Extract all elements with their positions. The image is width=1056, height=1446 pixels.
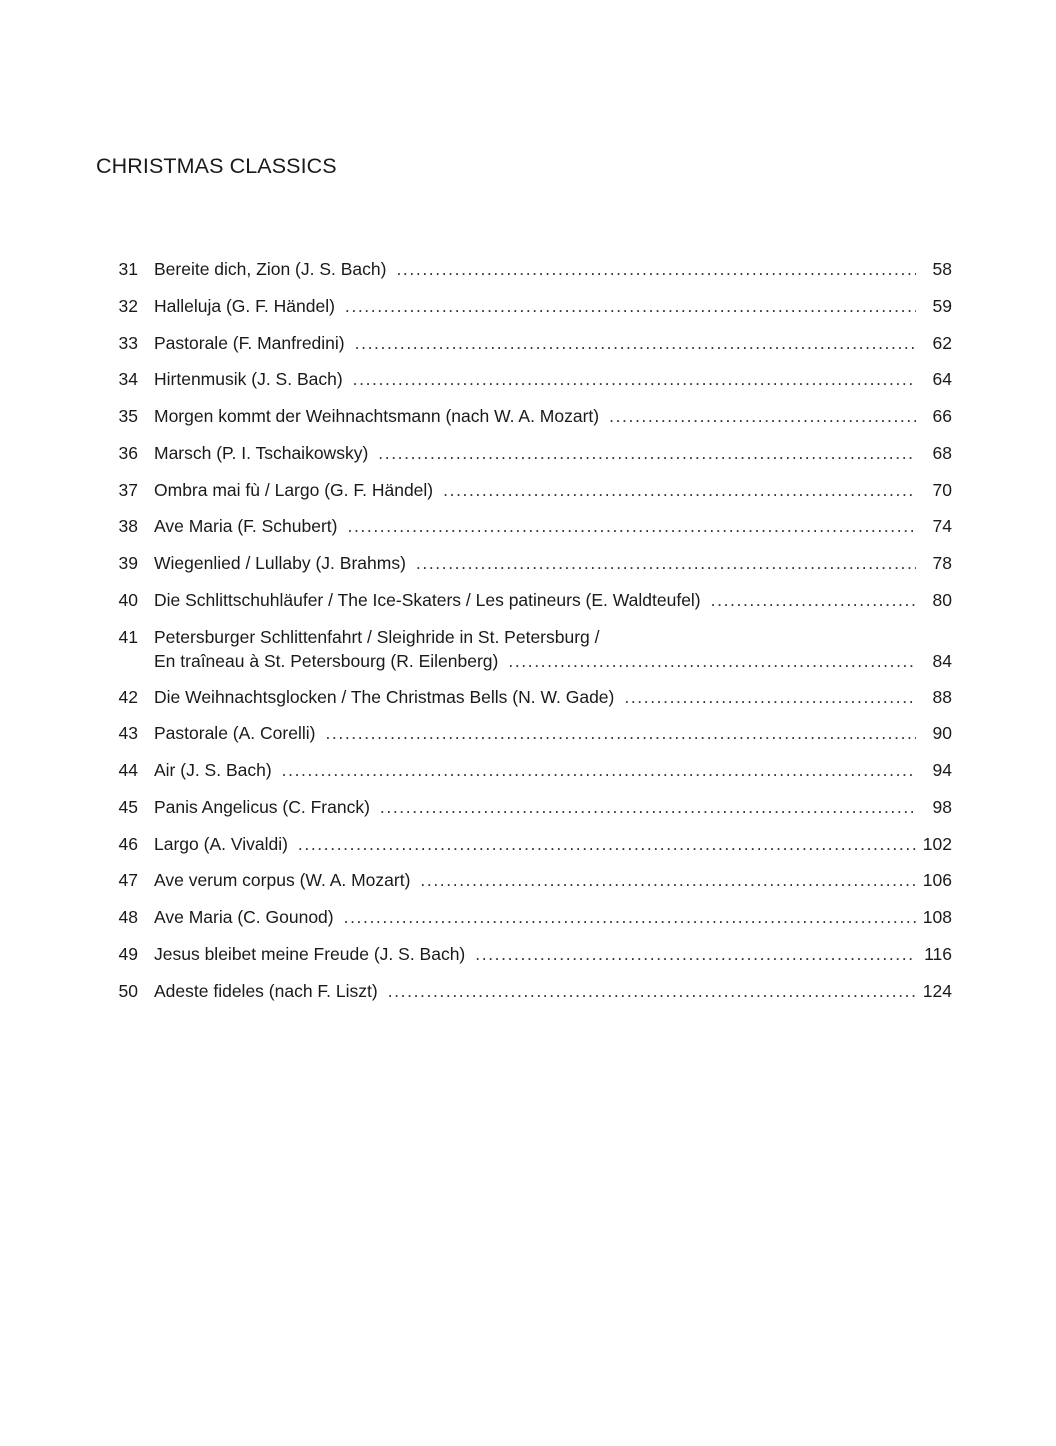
toc-entry-title: Ave Maria (C. Gounod) <box>154 907 334 927</box>
toc-entry-title: Panis Angelicus (C. Franck) <box>154 796 370 817</box>
toc-entry-page: 66 <box>932 406 952 426</box>
toc-entry-page: 98 <box>932 796 952 817</box>
toc-entry-title-line1: Petersburger Schlittenfahrt / Sleighride in St. Petersburg / <box>154 626 600 647</box>
toc-entry-33[interactable] <box>0 325 1056 362</box>
toc-entry-title: Bereite dich, Zion (J. S. Bach) <box>154 259 387 279</box>
toc-entry-40[interactable] <box>0 582 1056 619</box>
toc-entry-title: Halleluja (G. F. Händel) <box>154 295 335 316</box>
toc-entry-number: 44 <box>118 760 138 780</box>
toc-entry-number: 37 <box>118 479 138 500</box>
toc-entry-number: 46 <box>118 833 138 854</box>
dot-leader <box>508 643 916 679</box>
toc-entry-page: 94 <box>932 760 952 780</box>
toc-entry-title: Ave verum corpus (W. A. Mozart) <box>154 870 411 891</box>
toc-entry-page: 58 <box>932 259 952 279</box>
dot-leader <box>282 752 916 788</box>
toc-entry-38[interactable] <box>0 508 1056 545</box>
toc-entry-number: 36 <box>118 442 138 463</box>
dot-leader <box>325 715 916 751</box>
toc-entry-page: 74 <box>932 516 952 537</box>
toc-entry-number: 33 <box>118 332 138 353</box>
toc-entry-page: 108 <box>922 907 952 927</box>
toc-entry-number: 41 <box>118 626 138 647</box>
toc-entry-number: 47 <box>118 870 138 891</box>
toc-entry-title: Pastorale (F. Manfredini) <box>154 332 345 353</box>
dot-leader <box>353 361 916 397</box>
dot-leader <box>380 789 916 825</box>
toc-entry-page: 116 <box>924 943 952 964</box>
toc-entry-page: 70 <box>932 479 952 500</box>
dot-leader <box>609 398 916 434</box>
toc-entry-title: Adeste fideles (nach F. Liszt) <box>154 980 378 1001</box>
toc-entry-49[interactable] <box>0 936 1056 973</box>
page-title: CHRISTMAS CLASSICS <box>96 154 337 178</box>
toc-entry-title: Pastorale (A. Corelli) <box>154 723 316 744</box>
dot-leader <box>355 325 916 361</box>
toc-entry-title: Air (J. S. Bach) <box>154 760 272 780</box>
toc-entry-46[interactable] <box>0 826 1056 863</box>
toc-entry-title: Ombra mai fù / Largo (G. F. Händel) <box>154 479 434 500</box>
toc-entry-page: 84 <box>932 650 952 671</box>
toc-entry-title: Largo (A. Vivaldi) <box>154 833 288 854</box>
toc-entry-42[interactable] <box>0 679 1056 716</box>
dot-leader <box>348 508 917 544</box>
toc-entry-48[interactable] <box>0 899 1056 936</box>
toc-entry-title: Die Schlittschuhläufer / The Ice-Skaters / Les patineurs (E. Waldteufel) <box>154 589 701 610</box>
toc-entry-number: 49 <box>118 943 138 964</box>
toc-entry-title: Jesus bleibet meine Freude (J. S. Bach) <box>154 943 466 964</box>
toc-entry-title: Die Weihnachtsglocken / The Christmas Bells (N. W. Gade) <box>154 686 615 707</box>
dot-leader <box>475 936 916 972</box>
toc-entry-number: 42 <box>118 686 138 707</box>
toc-entry-number: 40 <box>118 589 138 610</box>
toc-entry-page: 78 <box>932 553 952 573</box>
toc-entry-35[interactable] <box>0 398 1056 435</box>
toc-entry-number: 32 <box>118 295 138 316</box>
toc-entry-36[interactable] <box>0 435 1056 472</box>
toc-entry-page: 59 <box>932 295 952 316</box>
toc-entry-number: 48 <box>118 907 138 927</box>
toc-entry-number: 50 <box>118 980 138 1001</box>
toc-entry-50[interactable] <box>0 973 1056 1010</box>
toc-entry-page: 62 <box>932 332 952 353</box>
toc-entry-page: 68 <box>932 442 952 463</box>
dot-leader <box>711 582 916 618</box>
dot-leader <box>624 679 916 715</box>
toc-entry-number: 45 <box>118 796 138 817</box>
toc-entry-title: Marsch (P. I. Tschaikowsky) <box>154 442 369 463</box>
dot-leader <box>298 826 916 862</box>
toc-entry-page: 106 <box>922 870 952 891</box>
toc-entry-41[interactable] <box>0 619 1056 679</box>
dot-leader <box>344 899 916 935</box>
toc-entry-43[interactable] <box>0 715 1056 752</box>
dot-leader <box>378 435 916 471</box>
toc-entry-number: 34 <box>118 369 138 390</box>
toc-entry-page: 90 <box>932 723 952 744</box>
toc-entry-title: Ave Maria (F. Schubert) <box>154 516 338 537</box>
toc-entry-page: 124 <box>922 980 952 1001</box>
toc-entry-number: 35 <box>118 406 138 426</box>
dot-leader <box>388 973 916 1009</box>
toc-entry-title-line2: En traîneau à St. Petersbourg (R. Eilenberg) <box>154 650 499 671</box>
toc-entry-page: 64 <box>932 369 952 390</box>
toc-entry-31[interactable] <box>0 251 1056 288</box>
dot-leader <box>443 472 916 508</box>
toc-entry-number: 38 <box>118 516 138 537</box>
toc-entry-39[interactable] <box>0 545 1056 582</box>
toc-entry-number: 39 <box>118 553 138 573</box>
toc-entry-47[interactable] <box>0 862 1056 899</box>
toc-entry-number: 43 <box>118 723 138 744</box>
table-of-contents <box>0 251 1056 1009</box>
toc-entry-page: 102 <box>922 833 952 854</box>
toc-entry-title: Hirtenmusik (J. S. Bach) <box>154 369 343 390</box>
dot-leader <box>345 288 916 324</box>
toc-entry-32[interactable] <box>0 288 1056 325</box>
toc-entry-number: 31 <box>118 259 138 279</box>
toc-entry-page: 80 <box>932 589 952 610</box>
dot-leader <box>416 545 916 581</box>
dot-leader <box>420 862 916 898</box>
toc-entry-title: Wiegenlied / Lullaby (J. Brahms) <box>154 553 406 573</box>
toc-entry-37[interactable] <box>0 472 1056 509</box>
toc-entry-34[interactable] <box>0 361 1056 398</box>
toc-entry-45[interactable] <box>0 789 1056 826</box>
dot-leader <box>396 251 916 287</box>
toc-entry-title: Morgen kommt der Weihnachtsmann (nach W. A. Mozart) <box>154 406 600 426</box>
toc-entry-44[interactable] <box>0 752 1056 789</box>
toc-entry-page: 88 <box>932 686 952 707</box>
